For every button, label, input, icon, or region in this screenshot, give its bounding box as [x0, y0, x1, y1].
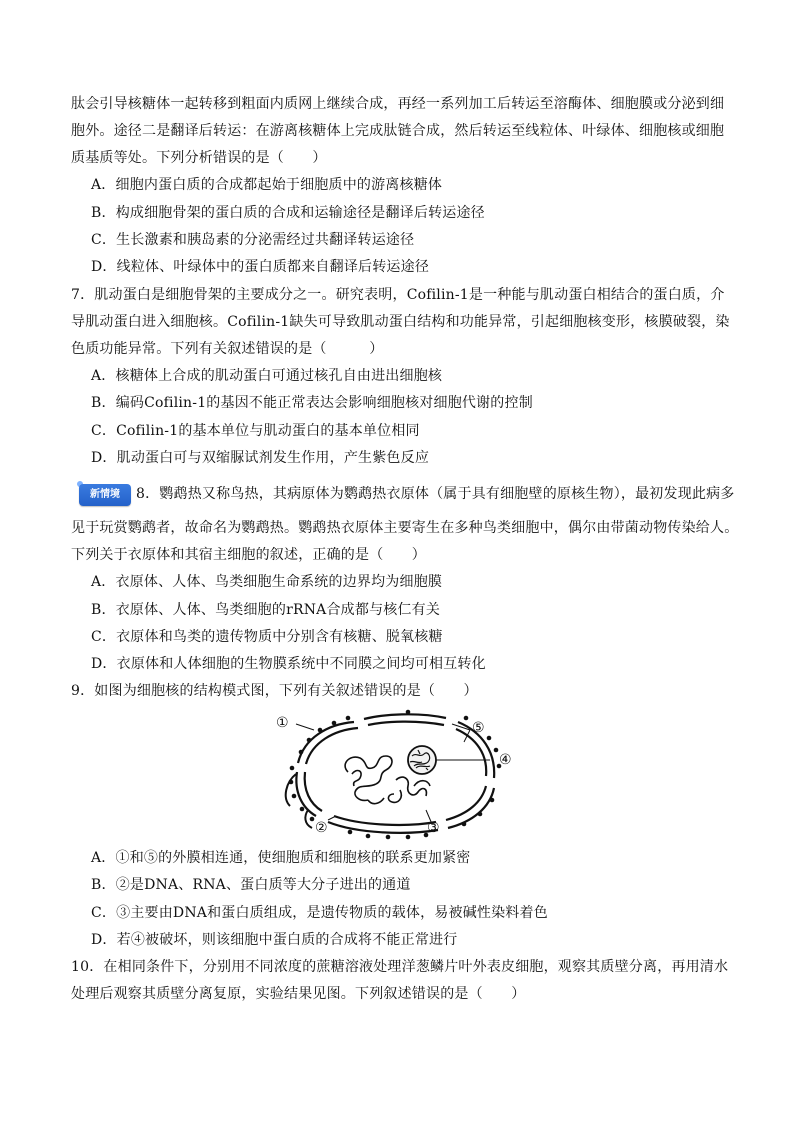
- diagram-label-3: ③: [427, 820, 440, 836]
- q8-option-a: A．衣原体、人体、鸟类细胞生命系统的边界均为细胞膜: [91, 574, 443, 590]
- diagram-label-4: ④: [499, 752, 512, 768]
- q7-option-a: A．核糖体上合成的肌动蛋白可通过核孔自由进出细胞核: [91, 368, 443, 384]
- q6-option-b: B．构成细胞骨架的蛋白质的合成和运输途径是翻译后转运途径: [91, 205, 485, 221]
- endoplasmic-reticulum: [286, 774, 312, 828]
- q7-option-c: C．Cofilin-1的基本单位与肌动蛋白的基本单位相同: [91, 423, 420, 439]
- new-context-badge: 新情境: [79, 484, 131, 506]
- nuclear-envelope: [296, 714, 494, 833]
- nucleus-structure-diagram: [268, 708, 530, 840]
- q8-option-c: C．衣原体和鸟类的遗传物质中分别含有核糖、脱氧核糖: [91, 629, 443, 645]
- diagram-label-1: ①: [276, 715, 289, 731]
- q7-option-b: B．编码Cofilin-1的基因不能正常表达会影响细胞核对细胞代谢的控制: [91, 395, 533, 411]
- q7-option-d: D．肌动蛋白可与双缩脲试剂发生作用，产生紫色反应: [91, 450, 430, 466]
- q6-option-c: C．生长激素和胰岛素的分泌需经过共翻译转运途径: [91, 232, 415, 248]
- q6-line-3: 质基质等处。下列分析错误的是（ ）: [71, 150, 327, 166]
- q8-line-3: 下列关于衣原体和其宿主细胞的叙述，正确的是（ ）: [71, 547, 426, 563]
- q8-line-2: 见于玩赏鹦鹉者，故命名为鹦鹉热。鹦鹉热衣原体主要寄生在多种鸟类细胞中，偶尔由带菌动物传染给人。: [71, 520, 739, 536]
- q6-option-d: D．线粒体、叶绿体中的蛋白质都来自翻译后转运途径: [91, 259, 430, 275]
- q7-line-3: 色质功能异常。下列有关叙述错误的是（ ）: [71, 341, 384, 357]
- q9-option-b: B．②是DNA、RNA、蛋白质等大分子进出的通道: [91, 877, 411, 893]
- q8-option-b: B．衣原体、人体、鸟类细胞的rRNA合成都与核仁有关: [91, 602, 441, 618]
- q6-option-a: A．细胞内蛋白质的合成都起始于细胞质中的游离核糖体: [91, 177, 443, 193]
- q6-line-1: 肽会引导核糖体一起转移到粗面内质网上继续合成，再经一系列加工后转运至溶酶体、细胞膜或分泌到细: [71, 96, 725, 112]
- q8-option-d: D．衣原体和人体细胞的生物膜系统中不同膜之间均可相互转化: [91, 656, 486, 672]
- q9-option-a: A．①和⑤的外膜相连通，使细胞质和细胞核的联系更加紧密: [91, 850, 471, 866]
- q7-line-2: 导肌动蛋白进入细胞核。Cofilin-1缺失可导致肌动蛋白结构和功能异常，引起细胞核变形，核膜破裂，染: [71, 314, 730, 330]
- nucleolus: [408, 746, 436, 774]
- q9-option-d: D．若④被破坏，则该细胞中蛋白质的合成将不能正常进行: [91, 932, 458, 948]
- q6-line-2: 胞外。途径二是翻译后转运：在游离核糖体上完成肽链合成，然后转运至线粒体、叶绿体、细胞核或细胞: [71, 123, 725, 139]
- q10-line-2: 处理后观察其质壁分离复原，实验结果见图。下列叙述错误的是（ ）: [71, 986, 526, 1002]
- q8-line-1: 8．鹦鹉热又称鸟热，其病原体为鹦鹉热衣原体（属于具有细胞壁的原核生物），最初发现此病多: [136, 486, 735, 502]
- diagram-label-2: ②: [315, 820, 328, 836]
- diagram-label-5: ⑤: [472, 720, 485, 736]
- q7-line-1: 7．肌动蛋白是细胞骨架的主要成分之一。研究表明，Cofilin-1是一种能与肌动蛋白相结合的蛋白质，介: [71, 287, 725, 303]
- q9-line-1: 9．如图为细胞核的结构模式图，下列有关叙述错误的是（ ）: [71, 683, 478, 699]
- q10-line-1: 10．在相同条件下，分别用不同浓度的蔗糖溶液处理洋葱鳞片叶外表皮细胞，观察其质壁分离，再用清水: [71, 959, 729, 975]
- q9-option-c: C．③主要由DNA和蛋白质组成，是遗传物质的载体，易被碱性染料着色: [91, 905, 548, 921]
